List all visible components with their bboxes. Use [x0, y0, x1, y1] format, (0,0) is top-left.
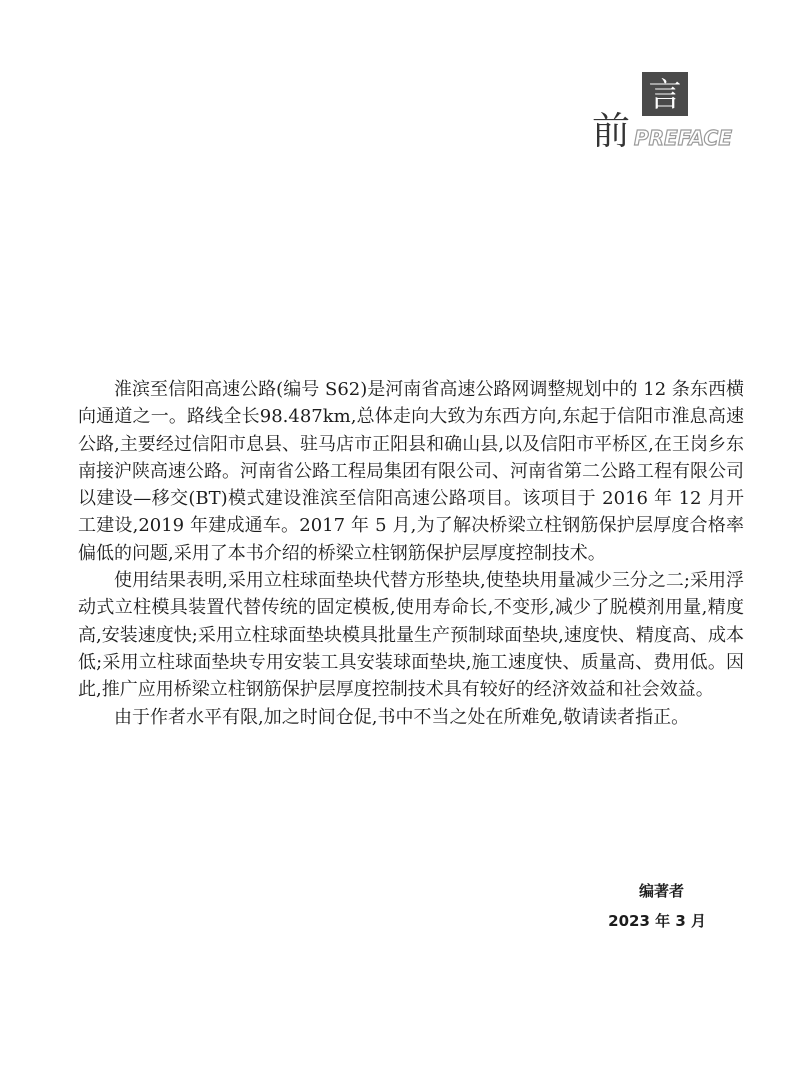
- paragraph-2: 使用结果表明,采用立柱球面垫块代替方形垫块,使垫块用量减少三分之二;采用浮动式立柱模具装置代替传统的固定模板,使用寿命长,不变形,减少了脱模剂用量,精度高,安装速度快;采用立柱球面垫块模具批量生产预制球面垫块,速度快、精度高、成本低;采用立柱球面垫块专用安装工具安装球面垫块,施工速度快、质量高、费用低。因此,推广应用桥梁立柱钢筋保护层厚度控制技术具有较好的经济效益和社会效益。: [78, 570, 744, 701]
- signature-block: [608, 876, 706, 936]
- header-main-char: 前: [592, 109, 631, 153]
- signature-date: 2023 年 3 月: [608, 912, 706, 930]
- signature-author: 编著者: [638, 882, 684, 900]
- header-english-title: PREFACE: [634, 126, 733, 150]
- paragraph-1: 淮滨至信阳高速公路(编号 S62)是河南省高速公路网调整规划中的 12 条东西横向通道之一。路线全长98.487km,总体走向大致为东西方向,东起于信阳市淮息高速公路,主要经过信阳市息县、驻马店市正阳县和确山县,以及信阳市平桥区,在王岗乡东南接沪陕高速公路。河南省公路工程局集团有限公司、河南省第二公路工程有限公司以建设—移交(BT)模式建设淮滨至信阳高速公路项目。该项目于 2016 年 12 月开工建设,2019 年建成通车。2017 年 5 月,为了解决桥梁立柱钢筋保护层厚度合格率偏低的问题,采用了本书介绍的桥梁立柱钢筋保护层厚度控制技术。: [78, 379, 744, 564]
- header-box-char: 言: [648, 74, 682, 114]
- preface-header-logo: [590, 72, 750, 162]
- preface-body: [78, 376, 744, 731]
- paragraph-3: 由于作者水平有限,加之时间仓促,书中不当之处在所难免,敬请读者指正。: [114, 706, 690, 728]
- header-dark-box: [642, 72, 688, 116]
